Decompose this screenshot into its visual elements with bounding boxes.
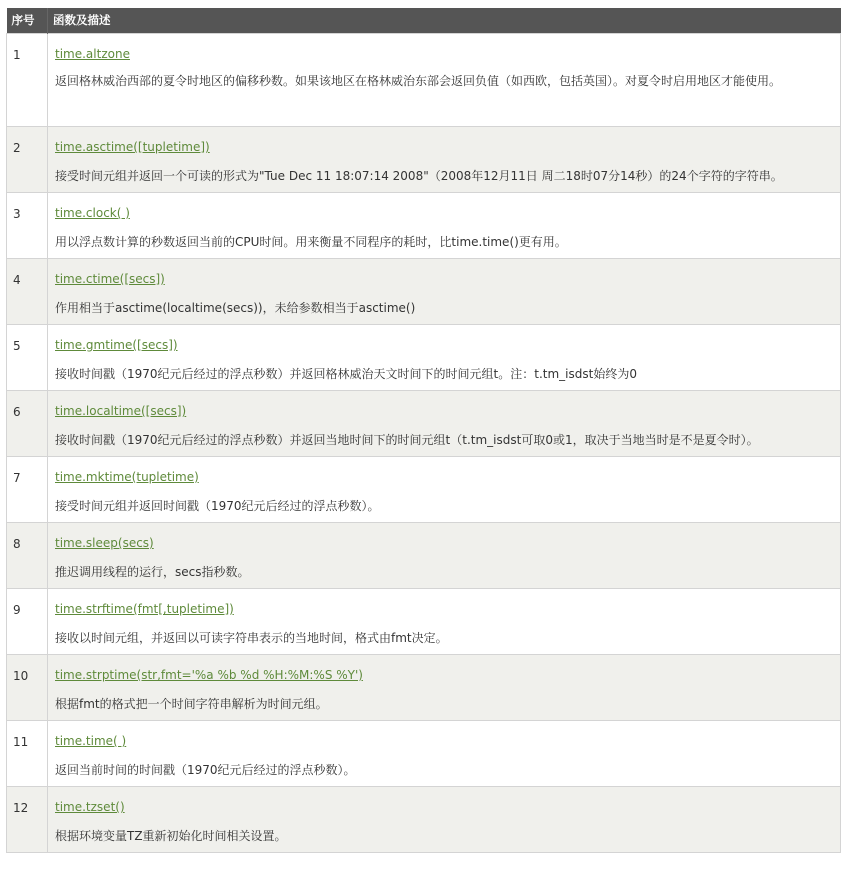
table-row bbox=[7, 325, 841, 391]
function-description: 返回当前时间的时间戳（1970纪元后经过的浮点秒数）。 bbox=[55, 763, 356, 777]
function-link[interactable]: time.ctime([secs]) bbox=[55, 272, 165, 286]
header-number: 序号 bbox=[7, 8, 48, 34]
function-link[interactable]: time.clock( ) bbox=[55, 206, 130, 220]
function-link[interactable]: time.tzset() bbox=[55, 800, 125, 814]
function-link[interactable]: time.mktime(tupletime) bbox=[55, 470, 199, 484]
table-row bbox=[7, 523, 841, 589]
table-row bbox=[7, 259, 841, 325]
row-number: 4 bbox=[7, 259, 48, 325]
row-content bbox=[48, 34, 841, 127]
time-function-table bbox=[6, 8, 841, 853]
table-row bbox=[7, 34, 841, 127]
row-content bbox=[48, 391, 841, 457]
row-number: 3 bbox=[7, 193, 48, 259]
row-content bbox=[48, 721, 841, 787]
row-number: 10 bbox=[7, 655, 48, 721]
row-number: 11 bbox=[7, 721, 48, 787]
row-content bbox=[48, 325, 841, 391]
function-description: 接收以时间元组，并返回以可读字符串表示的当地时间，格式由fmt决定。 bbox=[55, 631, 448, 645]
function-link[interactable]: time.strftime(fmt[,tupletime]) bbox=[55, 602, 234, 616]
function-description: 接收时间戳（1970纪元后经过的浮点秒数）并返回格林威治天文时间下的时间元组t。注：t.tm_isdst始终为0 bbox=[55, 367, 637, 381]
table-row bbox=[7, 127, 841, 193]
row-content bbox=[48, 193, 841, 259]
row-number: 2 bbox=[7, 127, 48, 193]
function-link[interactable]: time.localtime([secs]) bbox=[55, 404, 187, 418]
row-number: 1 bbox=[7, 34, 48, 127]
row-content bbox=[48, 127, 841, 193]
function-description: 用以浮点数计算的秒数返回当前的CPU时间。用来衡量不同程序的耗时，比time.time()更有用。 bbox=[55, 235, 567, 249]
table-row bbox=[7, 589, 841, 655]
row-content bbox=[48, 655, 841, 721]
row-content bbox=[48, 523, 841, 589]
row-number: 12 bbox=[7, 787, 48, 853]
table-row bbox=[7, 193, 841, 259]
header-description: 函数及描述 bbox=[53, 13, 111, 27]
row-content bbox=[48, 589, 841, 655]
function-link[interactable]: time.time( ) bbox=[55, 734, 127, 748]
function-description: 作用相当于asctime(localtime(secs))，未给参数相当于asctime() bbox=[55, 301, 416, 315]
row-number: 7 bbox=[7, 457, 48, 523]
row-content bbox=[48, 787, 841, 853]
function-link[interactable]: time.strptime(str,fmt='%a %b %d %H:%M:%S %Y') bbox=[55, 668, 363, 682]
row-content bbox=[48, 457, 841, 523]
function-link[interactable]: time.sleep(secs) bbox=[55, 536, 154, 550]
table-header-row bbox=[7, 8, 841, 34]
table-row bbox=[7, 721, 841, 787]
function-description: 接受时间元组并返回一个可读的形式为"Tue Dec 11 18:07:14 2008"（2008年12月11日 周二18时07分14秒）的24个字符的字符串。 bbox=[55, 169, 783, 183]
table-row bbox=[7, 655, 841, 721]
table-row bbox=[7, 457, 841, 523]
function-table-container bbox=[6, 8, 840, 853]
function-description: 接收时间戳（1970纪元后经过的浮点秒数）并返回当地时间下的时间元组t（t.tm_isdst可取0或1，取决于当地当时是不是夏令时）。 bbox=[55, 433, 759, 447]
row-number: 9 bbox=[7, 589, 48, 655]
row-number: 5 bbox=[7, 325, 48, 391]
function-link[interactable]: time.altzone bbox=[55, 47, 130, 61]
table-row bbox=[7, 787, 841, 853]
row-number: 6 bbox=[7, 391, 48, 457]
function-description: 推迟调用线程的运行，secs指秒数。 bbox=[55, 565, 250, 579]
function-description: 接受时间元组并返回时间戳（1970纪元后经过的浮点秒数）。 bbox=[55, 499, 380, 513]
row-content bbox=[48, 259, 841, 325]
function-description: 根据环境变量TZ重新初始化时间相关设置。 bbox=[55, 829, 287, 843]
table-row bbox=[7, 391, 841, 457]
function-description: 根据fmt的格式把一个时间字符串解析为时间元组。 bbox=[55, 697, 328, 711]
function-link[interactable]: time.asctime([tupletime]) bbox=[55, 140, 210, 154]
function-description: 返回格林威治西部的夏令时地区的偏移秒数。如果该地区在格林威治东部会返回负值（如西欧，包括英国）。对夏令时启用地区才能使用。 bbox=[55, 74, 782, 88]
function-link[interactable]: time.gmtime([secs]) bbox=[55, 338, 178, 352]
row-number: 8 bbox=[7, 523, 48, 589]
